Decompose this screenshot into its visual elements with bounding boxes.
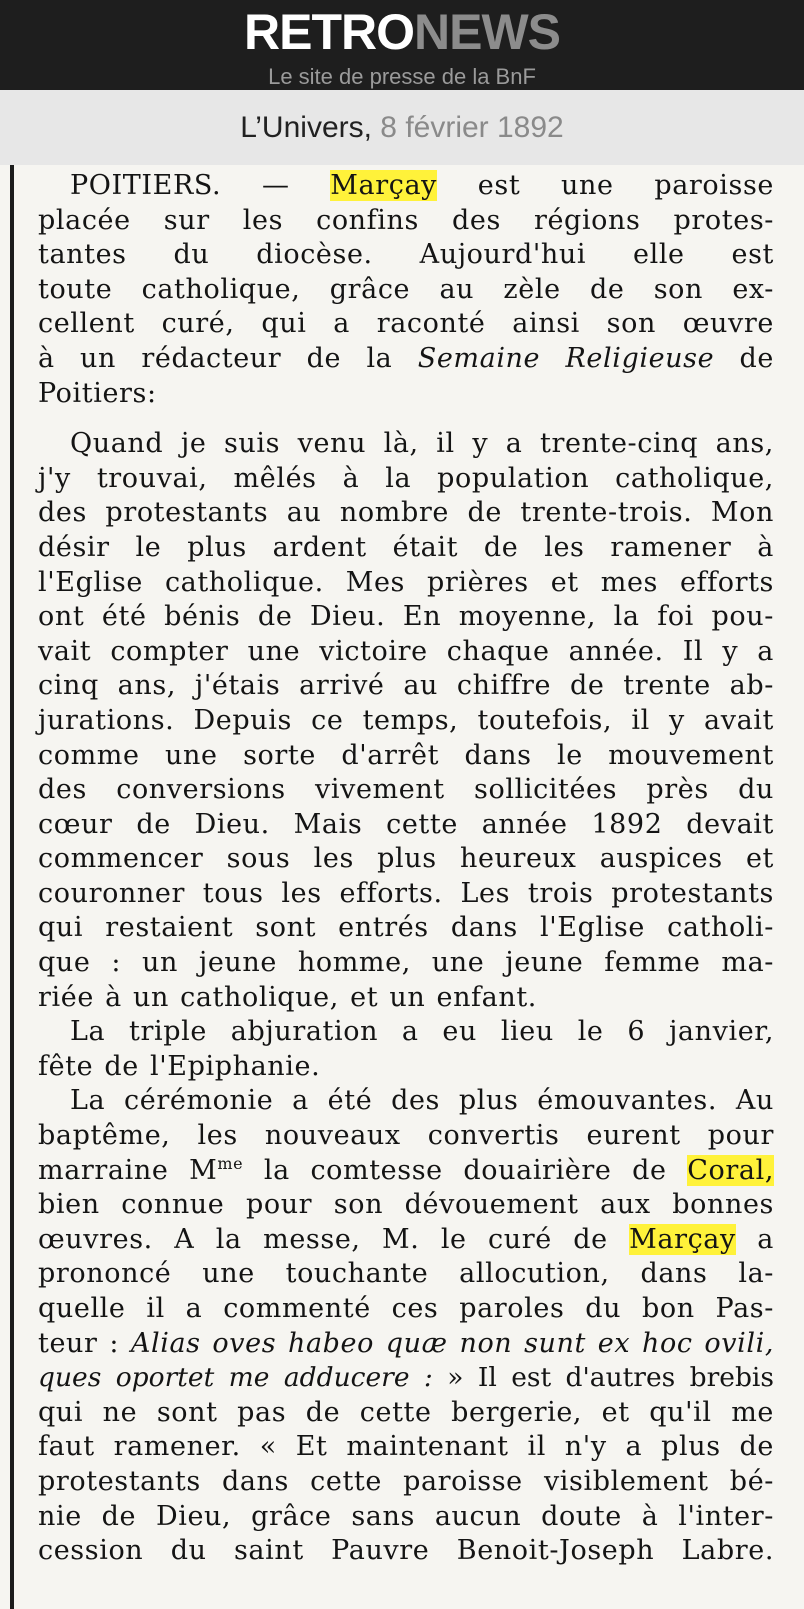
article-line: cession du saint Pauvre Benoit-Joseph Labre. — [38, 1535, 774, 1567]
logo-news: NEWS — [414, 4, 560, 60]
article-line: placée sur les confins des régions protes- — [38, 204, 774, 236]
article-line: Quand je suis venu là, il y a trente-cinq ans, — [70, 428, 774, 460]
article-line: tantes du diocèse. Aujourd'hui elle est — [38, 239, 774, 271]
article-line: qui ne sont pas de cette bergerie, et qu'il me — [38, 1396, 774, 1428]
search-highlight: Coral, — [687, 1154, 775, 1186]
italic-title: Semaine Religieuse — [417, 342, 715, 374]
article-line: des conversions vivement sollicitées près du — [38, 774, 774, 806]
site-tagline: Le site de presse de la BnF — [268, 64, 536, 89]
article-line: POITIERS. — Marçay est une paroisse — [70, 170, 774, 201]
retronews-logo[interactable] — [0, 2, 804, 62]
article-text — [38, 169, 774, 1569]
article-line: œuvres. A la messe, M. le curé de Marçay a — [38, 1223, 774, 1255]
article-line: La triple abjuration a eu lieu le 6 janvier, — [70, 1016, 774, 1048]
article-line: qui restaient sont entrés dans l'Eglise catholi- — [38, 912, 774, 944]
article-line: commencer sous les plus heureux auspices et — [38, 843, 774, 875]
publication-title-bar — [0, 90, 804, 165]
latin-quote: Alias oves habeo quæ non sunt ex hoc ovili, — [130, 1327, 775, 1359]
article-line: baptême, les nouveaux convertis eurent pour — [38, 1120, 774, 1152]
article-line: cœur de Dieu. Mais cette année 1892 devait — [38, 808, 774, 840]
publication-date[interactable]: 8 février 1892 — [380, 111, 564, 144]
article-line: ont été bénis de Dieu. En moyenne, la foi pou- — [38, 601, 774, 633]
article-line: comme une sorte d'arrêt dans le mouvement — [38, 739, 774, 771]
logo-retro: RETRO — [244, 4, 414, 60]
article-line: bien connue pour son dévouement aux bonnes — [38, 1189, 774, 1221]
article-line: l'Eglise catholique. Mes prières et mes efforts — [38, 566, 774, 598]
newspaper-scan — [0, 165, 804, 1609]
article-line: quelle il a commenté ces paroles du bon Pas- — [38, 1293, 774, 1324]
article-line: Poitiers: — [38, 377, 157, 409]
article-line: La cérémonie a été des plus émouvantes. Au — [70, 1085, 774, 1117]
article-line: couronner tous les efforts. Les trois protestants — [38, 877, 774, 909]
article-line: fête de l'Epiphanie. — [38, 1050, 321, 1082]
article-line: à un rédacteur de la Semaine Religieuse de — [38, 342, 775, 374]
column-rule — [10, 165, 14, 1609]
article-line: teur : Alias oves habeo quæ non sunt ex hoc ovili, — [38, 1327, 775, 1359]
article-line: des protestants au nombre de trente-trois. Mon — [38, 497, 774, 529]
article-line: vait compter une victoire chaque année. Il y a — [38, 635, 774, 667]
article-line: que : un jeune homme, une jeune femme ma- — [38, 947, 774, 979]
article-line: toute catholique, grâce au zèle de son ex- — [38, 273, 774, 305]
article-line: cellent curé, qui a raconté ainsi son œuvre — [38, 308, 774, 340]
paragraph-gap — [38, 411, 774, 427]
article-line: riée à un catholique, et un enfant. — [38, 981, 537, 1013]
article-line: prononcé une touchante allocution, dans la- — [38, 1258, 774, 1290]
newspaper-name[interactable]: L’Univers, — [240, 111, 372, 144]
article-line: j'y trouvai, mêlés à la population catholique, — [38, 462, 774, 494]
search-highlight: Marçay — [330, 170, 438, 201]
search-highlight: Marçay — [629, 1223, 736, 1255]
article-line: nie de Dieu, grâce sans aucun doute à l'inter- — [38, 1500, 774, 1532]
article-line: cinq ans, j'étais arrivé au chiffre de trente ab- — [38, 670, 774, 702]
latin-quote: ques oportet me adducere : — [38, 1362, 433, 1394]
dateline: POITIERS. — — [70, 170, 290, 201]
article-line: jurations. Depuis ce temps, toutefois, il y avait — [38, 704, 774, 736]
article-line: faut ramener. « Et maintenant il n'y a plus de — [38, 1431, 774, 1463]
article-line: ques oportet me adducere : » Il est d'autres brebis — [38, 1362, 774, 1394]
article-line: désir le plus ardent était de les ramener à — [38, 531, 774, 563]
article-line: marraine $M^{me}$ la comtesse douairière de Coral, — [38, 1153, 775, 1186]
article-line: protestants dans cette paroisse visiblement bé- — [38, 1465, 774, 1497]
site-header — [0, 0, 804, 90]
